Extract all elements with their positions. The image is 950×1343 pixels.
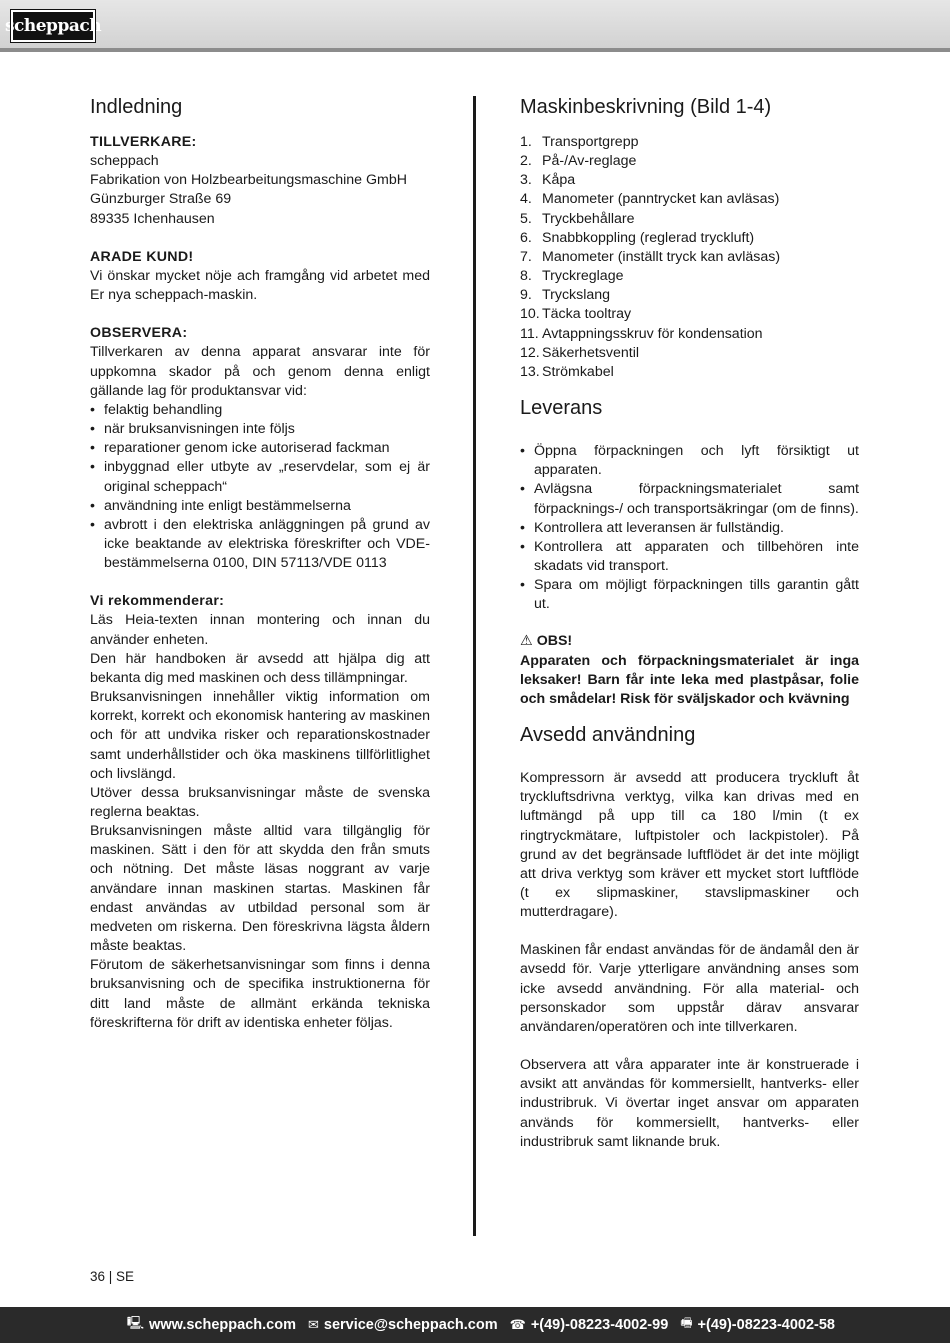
machine-description-heading: Maskinbeskrivning (Bild 1-4) <box>520 96 772 118</box>
parts-list <box>520 133 859 382</box>
part-label: Tryckbehållare <box>542 210 635 227</box>
part-label: Säkerhetsventil <box>542 344 639 361</box>
part-number: 10. <box>520 306 540 323</box>
list-item: • reparationer genom icke autoriserad fackman <box>90 439 430 458</box>
list-item <box>520 286 859 305</box>
list-item: • avbrott i den elektriska anläggningen på grund av icke beaktande av elektriska föreskrifter och VDE-bestämmelserna 0100, DIN 57113/VDE 0113 <box>90 516 430 573</box>
list-item <box>520 171 859 190</box>
list-item: • användning inte enligt bestämmelserna <box>90 497 430 516</box>
part-label: Tryckreglage <box>542 268 624 285</box>
fax-icon: 🖷 <box>680 1316 693 1331</box>
list-item <box>520 248 859 267</box>
list-item <box>520 229 859 248</box>
recommend-paragraph: Förutom de säkerhetsanvisningar som finns i denna bruksanvisning och de specifika instruktionerna för ditt land måste de allmänt erkända tekniska föreskrifterna för drift av identiska enheter följas. <box>90 957 430 1031</box>
phone-number[interactable]: +(49)-08223-4002-99 <box>530 1317 669 1333</box>
list-item <box>520 190 859 209</box>
right-column <box>520 93 859 1152</box>
contact-bar <box>0 1307 950 1343</box>
list-item <box>520 363 859 382</box>
fax-contact[interactable] <box>680 1314 835 1336</box>
manufacturer-label: TILLVERKARE: <box>90 134 197 150</box>
manufacturer-line: Fabrikation von Holzbearbeitungsmaschine GmbH <box>90 172 408 189</box>
warning-icon: ⚠ <box>520 633 533 650</box>
manufacturer-line: scheppach <box>90 153 159 170</box>
list-item: • när bruksanvisningen inte följs <box>90 420 430 439</box>
part-number: 1. <box>520 134 532 150</box>
email-link[interactable]: service@scheppach.com <box>323 1317 498 1333</box>
delivery-list <box>520 442 859 614</box>
page-header <box>0 0 950 52</box>
recommend-label: Vi rekommenderar: <box>90 593 225 610</box>
recommend-paragraph: Läs Heia-texten innan montering och innan du använder enheten. <box>90 612 430 648</box>
part-number: 5. <box>520 210 532 227</box>
phone-icon: ☎ <box>509 1317 526 1333</box>
part-number: 4. <box>520 191 532 208</box>
list-item <box>520 152 859 171</box>
note-text: Tillverkaren av denna apparat ansvarar inte för uppkomna skador på och genom denna enligt gällande lag för produktansvar vid: <box>90 344 430 399</box>
usage-heading: Avsedd användning <box>520 724 696 747</box>
scheppach-logo: scheppach <box>11 10 95 42</box>
part-label: Tryckslang <box>542 287 611 304</box>
fax-number[interactable]: +(49)-08223-4002-58 <box>697 1317 835 1333</box>
website-link[interactable]: www.scheppach.com <box>149 1317 296 1333</box>
recommend-paragraph: Den här handboken är avsedd att hjälpa dig att bekanta dig med maskinen och dess tillämpningar. <box>90 650 430 686</box>
part-number: 7. <box>520 248 532 265</box>
manufacturer-line: Günzburger Straße 69 <box>90 191 232 208</box>
part-label: Avtappningsskruv för kondensation <box>542 325 763 342</box>
list-item <box>520 133 859 152</box>
intro-heading: Indledning <box>90 96 183 118</box>
list-item <box>520 344 859 363</box>
list-item: • Kontrollera att apparaten och tillbehören inte skadats vid transport. <box>520 538 859 576</box>
part-number: 13. <box>520 363 540 380</box>
website-contact[interactable] <box>127 1314 296 1336</box>
manufacturer-line: 89335 Ichenhausen <box>90 210 215 227</box>
usage-paragraph: Observera att våra apparater inte är konstruerade i avsikt att användas för kommersiellt, hantverks- eller industribruk. Vi övertar inget ansvar om apparaten används för kommersiellt, hantverks- eller industribruk samt liknande bruk. <box>520 1057 859 1150</box>
list-item: • inbyggnad eller utbyte av „reservdelar, som ej är original scheppach“ <box>90 458 430 496</box>
part-label: Strömkabel <box>542 363 614 380</box>
part-label: Kåpa <box>542 172 576 189</box>
recommend-paragraph: Bruksanvisningen innehåller viktig information om korrekt, korrekt och ekonomisk hantering av maskinen och för att undvika risker och reparationskostnader samt underhållstider och öka maskinens tillförlitlighet och livslängd. <box>90 689 430 782</box>
warning-label: OBS! <box>536 633 573 650</box>
customer-label: ARADE KUND! <box>90 248 194 265</box>
left-column <box>90 93 430 1033</box>
customer-text: Vi önskar mycket nöje ach framgång vid arbetet med Er nya scheppach-maskin. <box>90 267 430 304</box>
recommend-paragraph: Bruksanvisningen måste alltid vara tillgänglig för maskinen. Sätt i den för att skydda den från smuts och nötning. Det måste läsas noggrant av varje användare innan maskinen startas. Maskinen får endast användas av utbildad personal som är medveten om riskerna. Den föreskrivna lägsta åldern måste beaktas. <box>90 823 430 955</box>
list-item: • Spara om möjligt förpackningen tills garantin gått ut. <box>520 576 859 614</box>
mail-icon: ✉ <box>307 1317 319 1333</box>
list-item <box>520 210 859 229</box>
part-label: På-/Av-reglage <box>542 153 637 170</box>
usage-paragraph: Maskinen får endast användas för de ändamål den är avsedd för. Varje ytterligare användning anses som icke avsedd användning. För alla material- och personskador som uppstår därav ansvarar användaren/operatören och inte tillverkaren. <box>520 942 859 1035</box>
usage-paragraph: Kompressorn är avsedd att producera tryckluft åt tryckluftsdrivna verktyg, vilka kan drivas med en luftmängd på upp till ca 180 l/min (t ex ringtryckmätare, luftpistoler och lackpistoler). På grund av det begränsade luftflödet är det inte möjligt att driva verktyg som kräver ett mycket stort luftflöde (t ex slipmaskiner, stavslipmaskiner och mutterdragare). <box>520 770 859 921</box>
note-list <box>90 401 430 573</box>
list-item: • Öppna förpackningen och lyft försiktigt ut apparaten. <box>520 442 859 480</box>
list-item <box>520 267 859 286</box>
part-number: 9. <box>520 287 532 304</box>
recommend-paragraph: Utöver dessa bruksanvisningar måste de svenska reglerna beaktas. <box>90 784 430 820</box>
list-item: • Kontrollera att leveransen är fullständig. <box>520 519 859 538</box>
part-number: 12. <box>520 344 540 361</box>
note-label: OBSERVERA: <box>90 325 188 342</box>
part-label: Täcka tooltray <box>542 306 632 323</box>
part-number: 11. <box>520 325 539 342</box>
part-label: Manometer (inställt tryck kan avläsas) <box>542 248 781 265</box>
phone-contact[interactable] <box>510 1317 669 1333</box>
delivery-heading: Leverans <box>520 397 603 420</box>
page-number: 36 | SE <box>90 1269 135 1284</box>
part-number: 8. <box>520 268 532 285</box>
list-item <box>520 305 859 324</box>
part-label: Manometer (panntrycket kan avläsas) <box>542 191 780 208</box>
list-item: • Avlägsna förpackningsmaterialet samt förpacknings-/ och transportsäkringar (om de finns). <box>520 480 859 518</box>
part-number: 3. <box>520 172 532 189</box>
part-number: 6. <box>520 229 532 246</box>
computer-icon: 🖳 <box>126 1316 145 1331</box>
list-item: • felaktig behandling <box>90 401 430 420</box>
email-contact[interactable] <box>308 1317 498 1333</box>
warning-title <box>520 632 859 651</box>
part-number: 2. <box>520 153 532 170</box>
column-divider <box>473 96 476 1236</box>
warning-text: Apparaten och förpackningsmaterialet är inga leksaker! Barn får inte leka med plastpåsar, folie och smådelar! Risk för sväljskador och kvävning <box>520 652 859 707</box>
part-label: Transportgrepp <box>542 134 639 150</box>
part-label: Snabbkoppling (reglerad tryckluft) <box>542 229 755 246</box>
list-item <box>520 325 859 344</box>
